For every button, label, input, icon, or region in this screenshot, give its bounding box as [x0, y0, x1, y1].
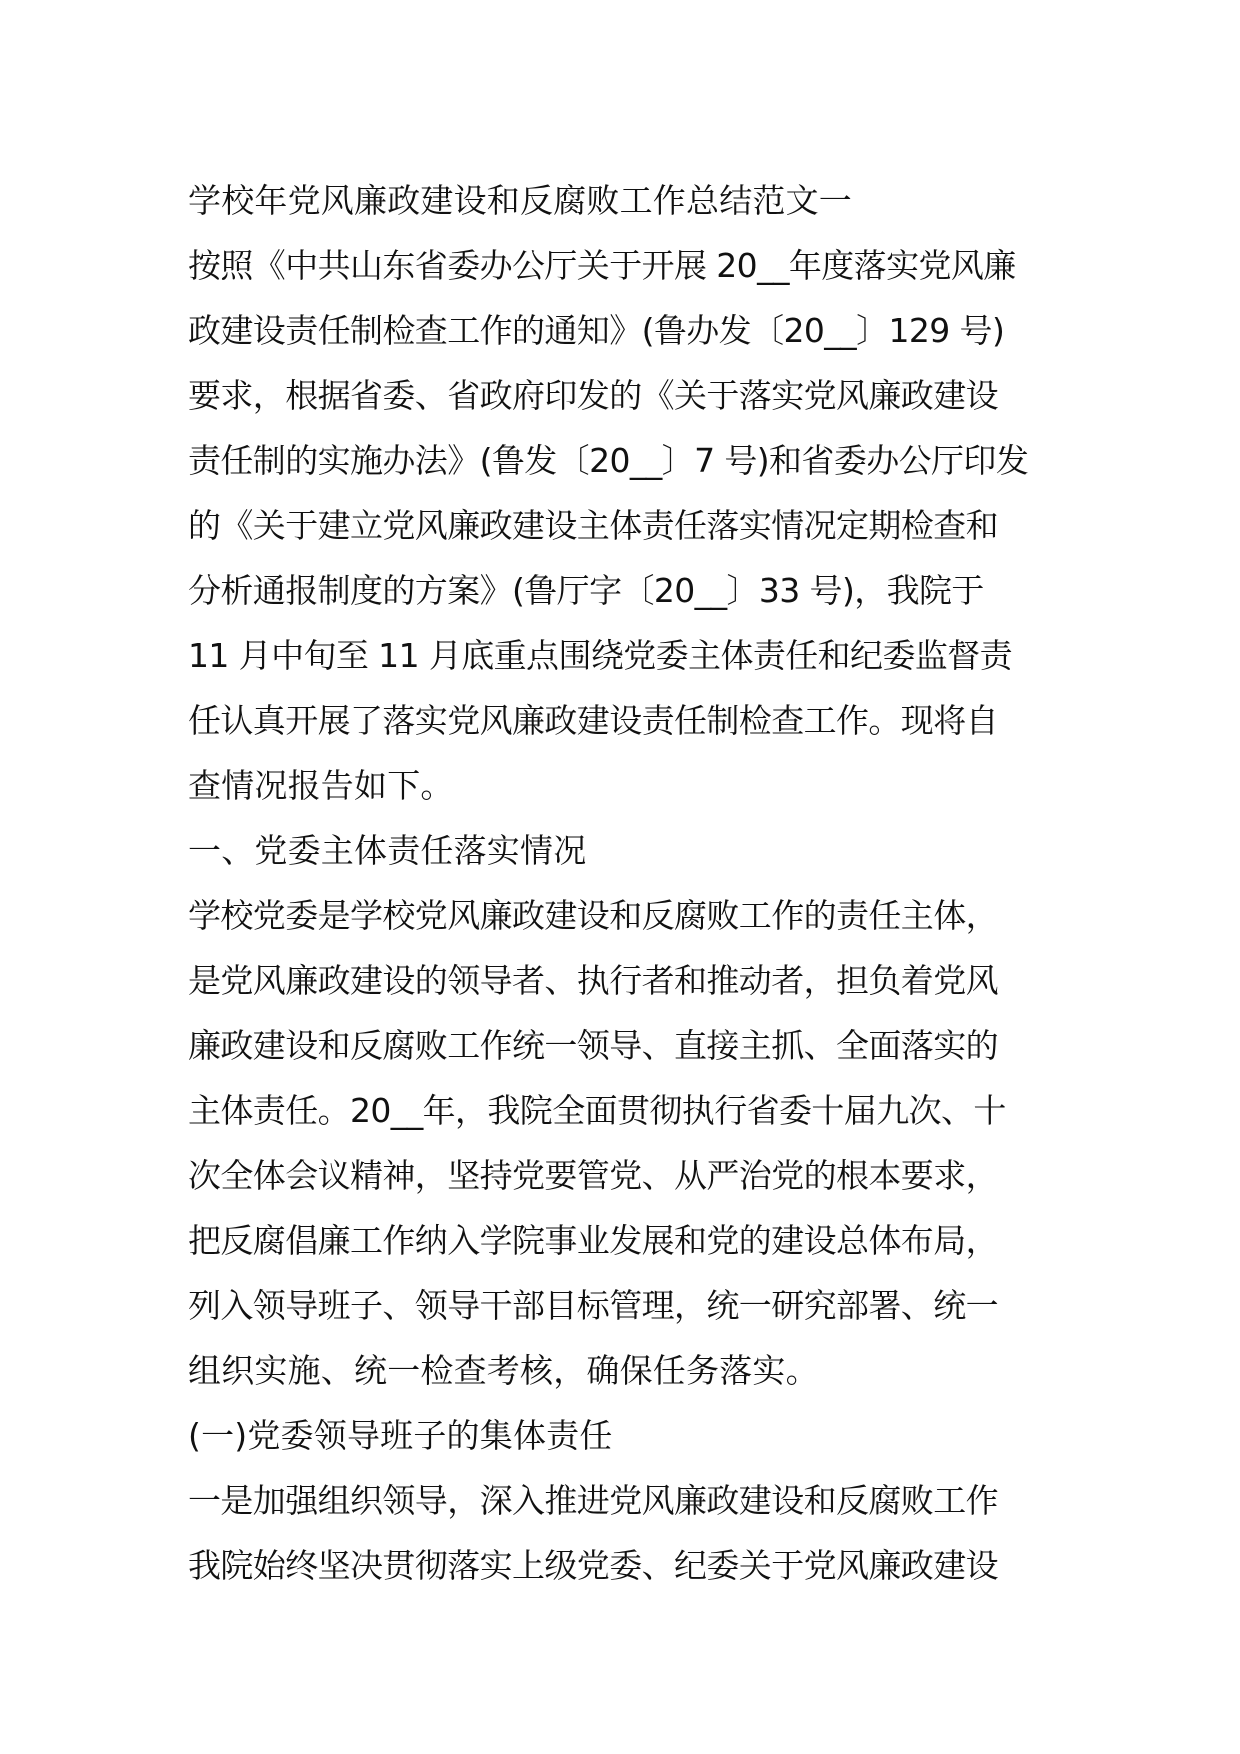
paragraph-line: 次全体会议精神，坚持党要管党、从严治党的根本要求，: [188, 1156, 999, 1195]
paragraph-line: 11 月中旬至 11 月底重点围绕党委主体责任和纪委监督责: [188, 636, 1013, 675]
paragraph-line: 组织实施、统一检查考核，确保任务落实。: [188, 1351, 819, 1390]
paragraph-line: 是党风廉政建设的领导者、执行者和推动者，担负着党风: [188, 961, 999, 1000]
paragraph-line: 我院始终坚决贯彻落实上级党委、纪委关于党风廉政建设: [188, 1546, 999, 1585]
paragraph-line: 一是加强组织领导，深入推进党风廉政建设和反腐败工作: [188, 1481, 999, 1520]
paragraph-line: 政建设责任制检查工作的通知》(鲁办发〔20__〕129 号): [188, 311, 1005, 350]
section-heading: 一、党委主体责任落实情况: [188, 831, 587, 870]
paragraph-line: 学校党委是学校党风廉政建设和反腐败工作的责任主体，: [188, 896, 999, 935]
paragraph-line: 查情况报告如下。: [188, 766, 454, 805]
paragraph-line: 任认真开展了落实党风廉政建设责任制检查工作。现将自: [188, 701, 999, 740]
document-body: [188, 168, 1058, 1598]
paragraph-line: 要求，根据省委、省政府印发的《关于落实党风廉政建设: [188, 376, 999, 415]
paragraph-line: 分析通报制度的方案》(鲁厅字〔20__〕33 号)，我院于: [188, 571, 984, 610]
subsection-heading: (一)党委领导班子的集体责任: [188, 1416, 613, 1455]
paragraph-line: 列入领导班子、领导干部目标管理，统一研究部署、统一: [188, 1286, 999, 1325]
paragraph-line: 廉政建设和反腐败工作统一领导、直接主抓、全面落实的: [188, 1026, 999, 1065]
paragraph-line: 主体责任。20__年，我院全面贯彻执行省委十届九次、十: [188, 1091, 1006, 1130]
paragraph-line: 把反腐倡廉工作纳入学院事业发展和党的建设总体布局，: [188, 1221, 999, 1260]
paragraph-line: 的《关于建立党风廉政建设主体责任落实情况定期检查和: [188, 506, 999, 545]
document-title: 学校年党风廉政建设和反腐败工作总结范文一: [188, 181, 852, 220]
paragraph-line: 责任制的实施办法》(鲁发〔20__〕7 号)和省委办公厅印发: [188, 441, 1029, 480]
paragraph-line: 按照《中共山东省委办公厅关于开展 20__年度落实党风廉: [188, 246, 1016, 285]
